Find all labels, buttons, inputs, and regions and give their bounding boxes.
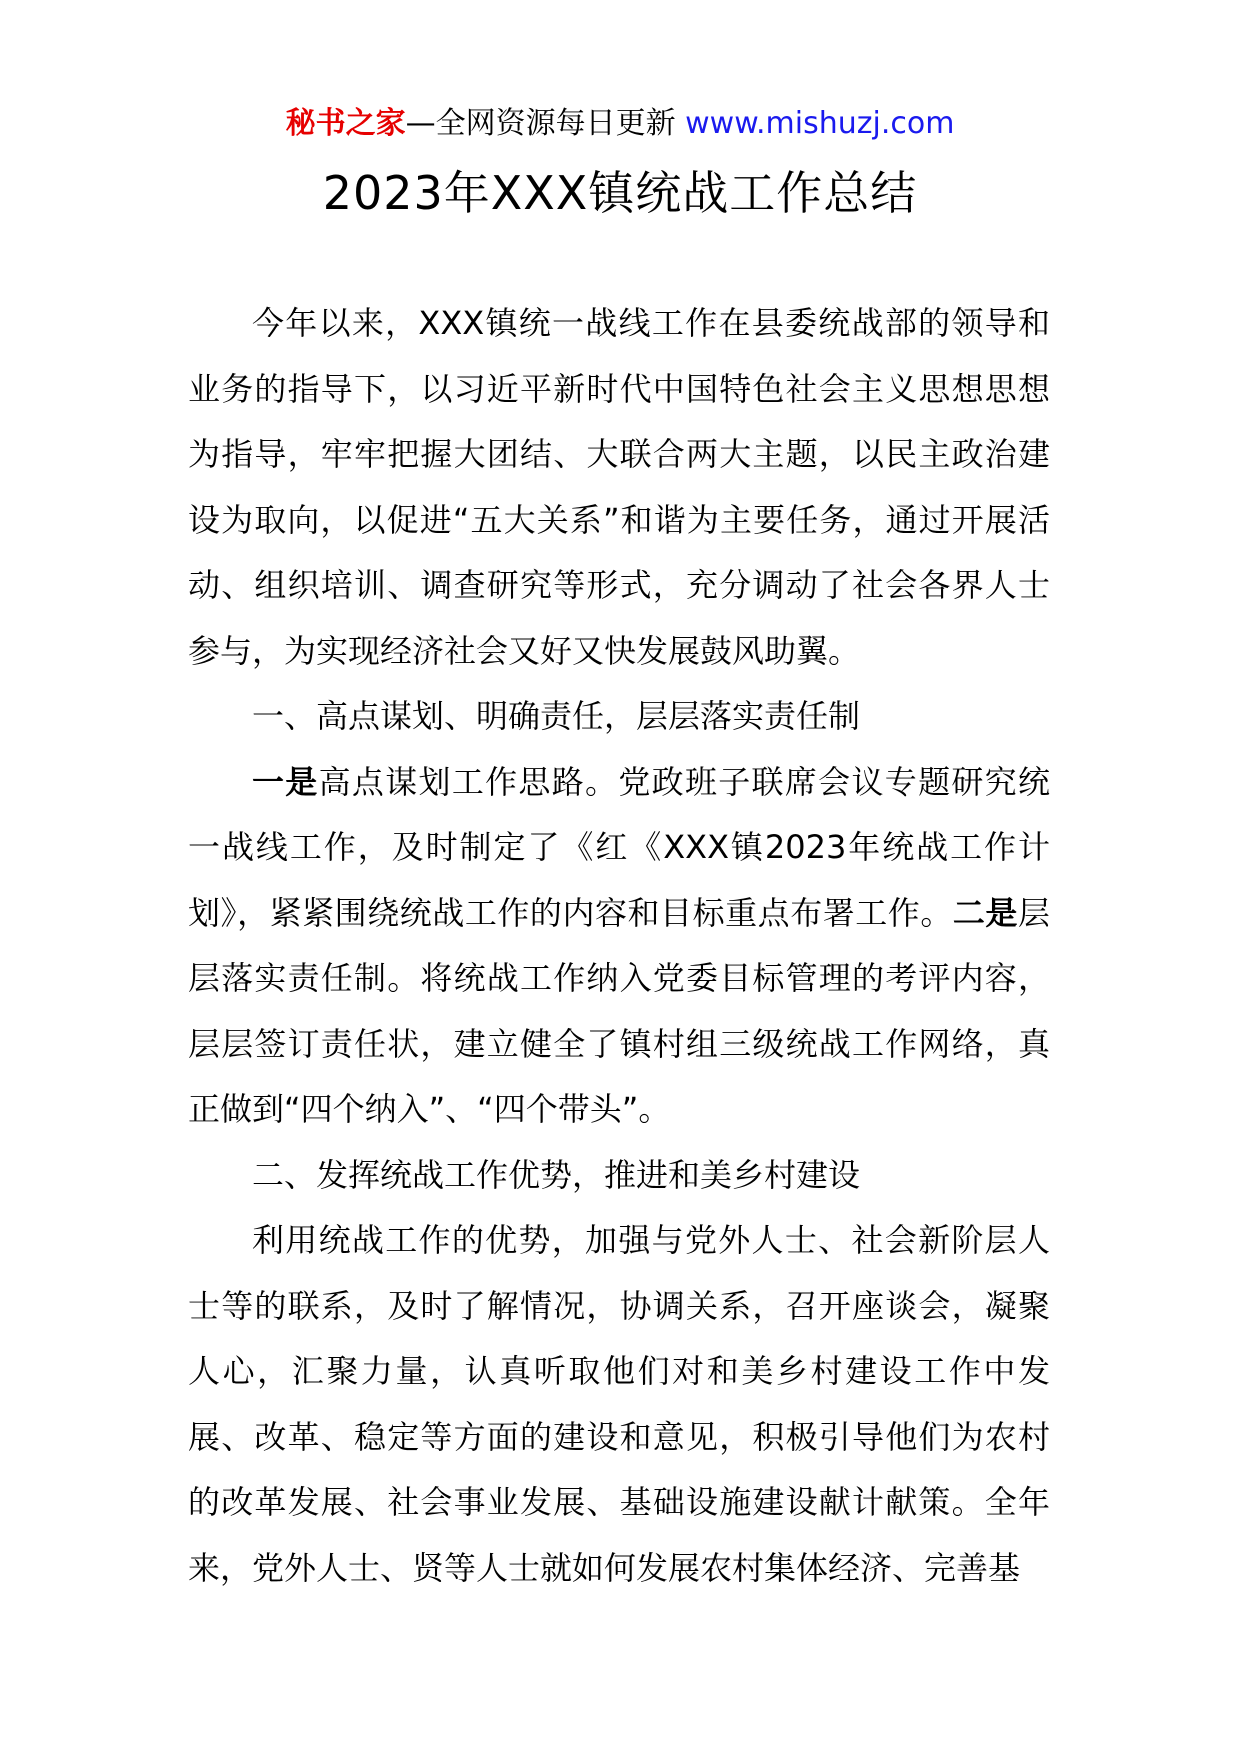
lead-phrase-2: 二是 — [952, 893, 1018, 932]
document-title: 2023年XXX镇统战工作总结 — [322, 166, 918, 220]
site-header — [0, 104, 1240, 144]
section-heading-2: 二、发挥统战工作优势，推进和美乡村建设 — [252, 1155, 861, 1194]
section-1-paragraph — [188, 750, 1050, 1143]
section-heading-1: 一、高点谋划、明确责任，层层落实责任制 — [252, 697, 861, 735]
brand-name: 秘书之家 — [285, 106, 406, 141]
lead-phrase-1: 一是 — [252, 762, 319, 801]
intro-paragraph: 今年以来，XXX镇统一战线工作在县委统战部的领导和业务的指导下，以习近平新时代中国特色社会主义思想思想为指导，牢牢把握大团结、大联合两大主题，以民主政治建设为取向，以促进“五大关系”和谐为主要任务，通过开展活动、组织培训、调查研究等形式，充分调动了社会各界人士参与，为实现经济社会又好又快发展鼓风助翼。 — [188, 304, 1050, 670]
header-tagline: —全网资源每日更新 — [405, 106, 686, 141]
document-body — [188, 291, 1050, 1601]
section-1-text-1: 高点谋划工作思路。党政班子联席会议专题研究统一战线工作，及时制定了《红《XXX镇2023年统战工作计划》，紧紧围绕统战工作的内容和目标重点布署工作。 — [188, 762, 1050, 932]
site-url-link[interactable]: www.mishuzj.com — [685, 106, 955, 141]
section-1-text-2: 层层落实责任制。将统战工作纳入党委目标管理的考评内容，层层签订责任状，建立健全了镇村组三级统战工作网络，真正做到“四个纳入”、“四个带头”。 — [188, 893, 1050, 1128]
section-2-paragraph: 利用统战工作的优势，加强与党外人士、社会新阶层人士等的联系，及时了解情况，协调关系，召开座谈会，凝聚人心，汇聚力量，认真听取他们对和美乡村建设工作中发展、改革、稳定等方面的建设和意见，积极引导他们为农村的改革发展、社会事业发展、基础设施建设献计献策。全年来，党外人士、贤等人士就如何发展农村集体经济、完善基 — [188, 1221, 1050, 1587]
